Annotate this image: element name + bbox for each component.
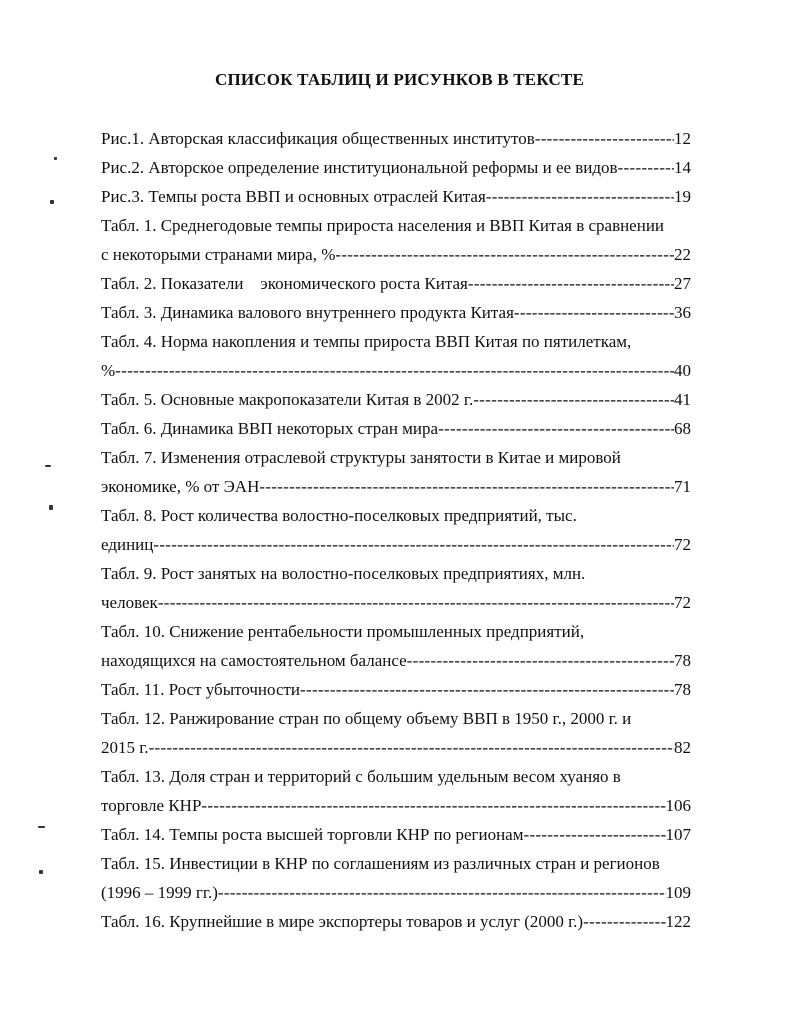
toc-page-number: 40 xyxy=(674,361,691,380)
toc-entry-text: Рис.2. Авторское определение институциональной реформы и ее видов xyxy=(101,158,618,177)
toc-entry xyxy=(101,269,691,298)
dot-leader xyxy=(115,356,674,385)
toc-entry-text: человек xyxy=(101,593,158,612)
toc-page-number: 41 xyxy=(674,390,691,409)
toc-entry xyxy=(101,153,691,182)
toc-entry xyxy=(101,124,691,153)
toc-entry-text: Табл. 2. Показатели экономического роста Китая xyxy=(101,274,468,293)
toc-entry xyxy=(101,443,691,501)
toc-entry-text: Табл. 1. Среднегодовые темпы прироста населения и ВВП Китая в сравнении xyxy=(101,216,665,235)
toc-entry-line xyxy=(101,153,691,182)
toc-entry-line xyxy=(101,385,691,414)
toc-entry-line xyxy=(101,356,691,385)
toc-page-number: 106 xyxy=(665,796,691,815)
toc-page-number: 107 xyxy=(665,825,691,844)
toc-entry-line xyxy=(101,182,691,211)
toc-entry-line xyxy=(101,617,691,646)
toc-entry xyxy=(101,762,691,820)
toc-page-number: 72 xyxy=(674,593,691,612)
dot-leader xyxy=(583,907,665,936)
toc-entry-text: Табл. 9. Рост занятых на волостно-поселковых предприятиях, млн. xyxy=(101,564,586,583)
scan-speck xyxy=(45,465,51,467)
toc-entry-text: % xyxy=(101,361,116,380)
scan-speck xyxy=(49,505,53,510)
toc-page-number: 78 xyxy=(674,680,691,699)
toc-entry-text: Табл. 15. Инвестиции в КНР по соглашениям из различных стран и регионов xyxy=(101,854,660,873)
toc-entry-line xyxy=(101,414,691,443)
toc-entry-text: находящихся на самостоятельном балансе xyxy=(101,651,407,670)
scan-speck xyxy=(38,826,45,828)
toc-entry xyxy=(101,559,691,617)
page-title: СПИСОК ТАБЛИЦ И РИСУНКОВ В ТЕКСТЕ xyxy=(214,70,585,89)
dot-leader xyxy=(514,298,674,327)
toc-page-number: 19 xyxy=(674,187,691,206)
toc-entry-text: Рис.1. Авторская классификация общественных институтов xyxy=(101,129,535,148)
toc-entry-text: (1996 – 1999 гг.) xyxy=(101,883,218,902)
toc-entry-line xyxy=(101,762,691,791)
toc-entry-text: Табл. 14. Темпы роста высшей торговли КНР по регионам xyxy=(101,825,524,844)
toc-entry-line xyxy=(101,704,691,733)
toc-page-number: 27 xyxy=(674,274,691,293)
toc-entry-text: Рис.3. Темпы роста ВВП и основных отраслей Китая xyxy=(101,187,486,206)
toc-page-number: 109 xyxy=(665,883,691,902)
toc-entry-line xyxy=(101,327,691,356)
toc-entry-line xyxy=(101,298,691,327)
toc-entry xyxy=(101,298,691,327)
toc-entry-line xyxy=(101,878,691,907)
dot-leader xyxy=(201,791,665,820)
toc-entry-line xyxy=(101,559,691,588)
toc-page-number: 82 xyxy=(674,738,691,757)
toc-entry-line xyxy=(101,269,691,298)
toc-list xyxy=(101,124,691,936)
toc-page-number: 78 xyxy=(674,651,691,670)
toc-entry-text: Табл. 7. Изменения отраслевой структуры занятости в Китае и мировой xyxy=(101,448,621,467)
toc-entry-line xyxy=(101,530,691,559)
toc-entry xyxy=(101,849,691,907)
toc-entry-line xyxy=(101,849,691,878)
dot-leader xyxy=(535,124,674,153)
toc-page-number: 36 xyxy=(674,303,691,322)
toc-entry-line xyxy=(101,211,691,240)
toc-entry-text: единиц xyxy=(101,535,154,554)
toc-entry-line xyxy=(101,791,691,820)
toc-entry xyxy=(101,211,691,269)
dot-leader xyxy=(259,472,674,501)
toc-entry-text: 2015 г. xyxy=(101,738,149,757)
dot-leader xyxy=(407,646,674,675)
scan-speck xyxy=(39,870,43,874)
toc-entry-line xyxy=(101,907,691,936)
scan-speck xyxy=(50,200,54,204)
toc-entry-text: Табл. 13. Доля стран и территорий с большим удельным весом хуаняо в xyxy=(101,767,621,786)
dot-leader xyxy=(523,820,665,849)
toc-page-number: 122 xyxy=(665,912,691,931)
toc-entry-line xyxy=(101,240,691,269)
toc-page-number: 72 xyxy=(674,535,691,554)
dot-leader xyxy=(468,269,674,298)
toc-entry-line xyxy=(101,733,691,762)
toc-entry-text: Табл. 5. Основные макропоказатели Китая в 2002 г. xyxy=(101,390,474,409)
toc-entry xyxy=(101,907,691,936)
dot-leader xyxy=(158,588,674,617)
toc-entry-text: Табл. 6. Динамика ВВП некоторых стран мира xyxy=(101,419,439,438)
dot-leader xyxy=(153,530,674,559)
toc-entry xyxy=(101,501,691,559)
toc-entry xyxy=(101,704,691,762)
toc-page-number: 12 xyxy=(674,129,691,148)
toc-entry-text: Табл. 11. Рост убыточности xyxy=(101,680,301,699)
toc-entry xyxy=(101,820,691,849)
toc-entry-line xyxy=(101,501,691,530)
toc-entry xyxy=(101,182,691,211)
toc-entry-text: Табл. 12. Ранжирование стран по общему объему ВВП в 1950 г., 2000 г. и xyxy=(101,709,632,728)
dot-leader xyxy=(300,675,674,704)
toc-entry xyxy=(101,675,691,704)
toc-entry-text: Табл. 4. Норма накопления и темпы прироста ВВП Китая по пятилеткам, xyxy=(101,332,632,351)
toc-page-number: 71 xyxy=(674,477,691,496)
dot-leader xyxy=(473,385,674,414)
toc-entry-text: торговле КНР xyxy=(101,796,202,815)
toc-entry xyxy=(101,414,691,443)
dot-leader xyxy=(335,240,674,269)
dot-leader xyxy=(149,733,674,762)
dot-leader xyxy=(618,153,674,182)
toc-page-number: 68 xyxy=(674,419,691,438)
dot-leader xyxy=(438,414,674,443)
toc-entry-line xyxy=(101,443,691,472)
toc-entry-text: Табл. 16. Крупнейшие в мире экспортеры товаров и услуг (2000 г.) xyxy=(101,912,584,931)
toc-entry-text: Табл. 8. Рост количества волостно-поселковых предприятий, тыс. xyxy=(101,506,577,525)
dot-leader xyxy=(486,182,674,211)
toc-entry-text: Табл. 3. Динамика валового внутреннего продукта Китая xyxy=(101,303,514,322)
toc-entry-line xyxy=(101,124,691,153)
dot-leader xyxy=(218,878,666,907)
toc-entry xyxy=(101,617,691,675)
toc-entry-line xyxy=(101,472,691,501)
toc-entry-line xyxy=(101,820,691,849)
toc-page-number: 14 xyxy=(674,158,691,177)
toc-entry-line xyxy=(101,588,691,617)
toc-page-number: 22 xyxy=(674,245,691,264)
toc-entry xyxy=(101,385,691,414)
toc-entry-line xyxy=(101,675,691,704)
toc-entry-text: Табл. 10. Снижение рентабельности промышленных предприятий, xyxy=(101,622,585,641)
toc-entry-line xyxy=(101,646,691,675)
scan-speck xyxy=(54,157,57,160)
toc-entry xyxy=(101,327,691,385)
toc-entry-text: с некоторыми странами мира, % xyxy=(101,245,336,264)
toc-entry-text: экономике, % от ЭАН xyxy=(101,477,260,496)
